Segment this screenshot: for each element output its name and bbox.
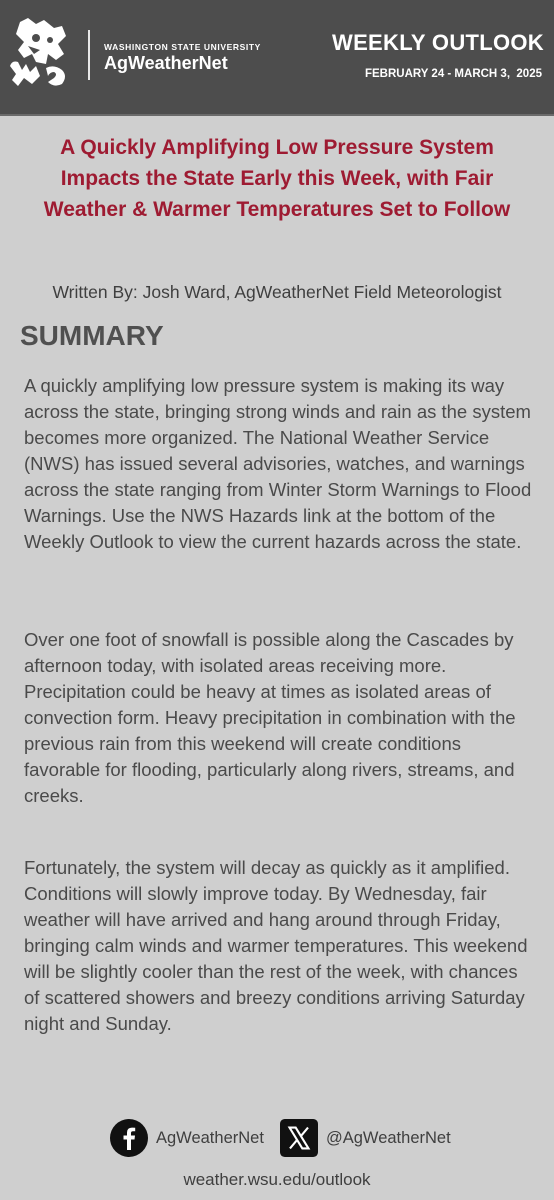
byline: Written By: Josh Ward, AgWeatherNet Field Meteorologist <box>52 282 502 302</box>
summary-paragraph-3: Fortunately, the system will decay as quickly as it amplified. Conditions will slowly improve today. By Wednesday, fair weather will have arrived and hang around through Friday, bringing calm winds and warmer temperatures. This weekend will be slightly cooler than the rest of the week, with chances of scattered showers and breezy conditions arriving Saturday night and Sunday. <box>24 857 528 1034</box>
x-link[interactable] <box>280 1118 451 1158</box>
outlook-dates: FEBRUARY 24 - MARCH 3, 2025 <box>364 68 542 80</box>
summary-heading: SUMMARY <box>20 320 164 351</box>
headline: A Quickly Amplifying Low Pressure System Impacts the State Early this Week, with Fair Weather & Warmer Temperatures Set to Follow <box>43 136 511 221</box>
university-name: WASHINGTON STATE UNIVERSITY <box>104 42 261 52</box>
summary-paragraph-2: Over one foot of snowfall is possible along the Cascades by afternoon today, with isolated areas receiving more. Precipitation could be heavy at times as isolated areas of convection form. Heavy precipitation in combination with the previous rain from this weekend will create conditions favorable for flooding, particularly along rivers, streams, and creeks. <box>24 629 516 806</box>
outlook-title: WEEKLY OUTLOOK <box>332 30 544 55</box>
logo-divider <box>88 30 90 80</box>
summary-paragraph-1: A quickly amplifying low pressure system is making its way across the state, bringing strong winds and rain as the system becomes more organized. The National Weather Service (NWS) has issued several advisories, watches, and warnings across the state ranging from Winter Storm Warnings to Flood Warnings. Use the NWS Hazards link at the bottom of the Weekly Outlook to view the current hazards across the state. <box>24 375 532 552</box>
facebook-handle: AgWeatherNet <box>156 1128 264 1147</box>
facebook-link[interactable] <box>110 1118 264 1158</box>
header-banner <box>0 0 554 116</box>
x-icon <box>280 1119 318 1157</box>
brand-name: AgWeatherNet <box>104 53 228 73</box>
x-handle: @AgWeatherNet <box>326 1128 451 1147</box>
facebook-icon <box>110 1119 148 1157</box>
outlook-url-link[interactable]: weather.wsu.edu/outlook <box>183 1170 371 1189</box>
wsu-cougar-logo-icon <box>6 14 76 90</box>
